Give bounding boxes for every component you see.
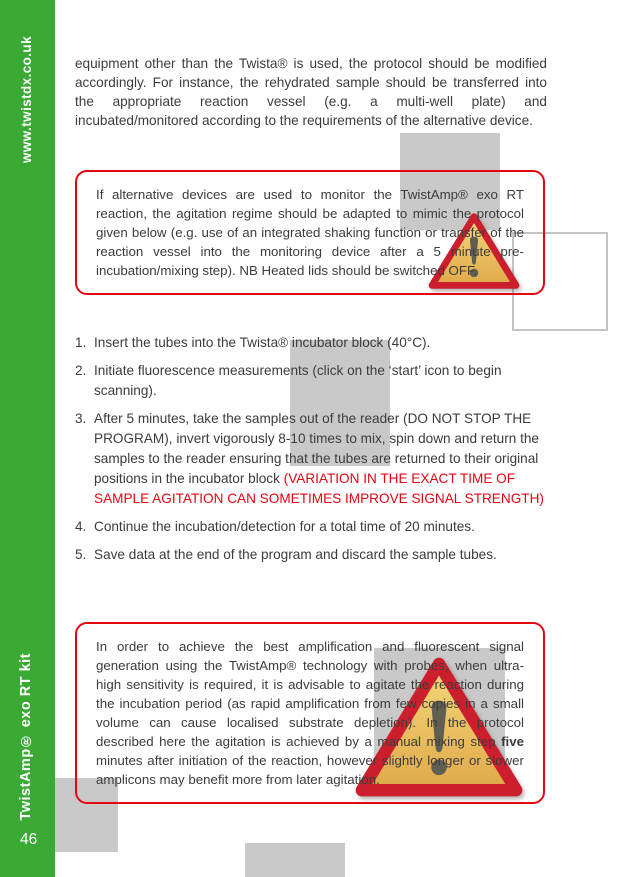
list-item-number: 2. (75, 363, 87, 378)
decorative-rect (245, 843, 345, 877)
intro-paragraph: equipment other than the Twista® is used, the protocol should be modified accordingly. For instance, the rehydrated sample should be transferred into the appropriate reaction vessel (e.g. a multi-well plate) and incubated/monitored according to the requirements of the alternative device. (75, 56, 547, 128)
list-item-text: Save data at the end of the program and discard the sample tubes. (94, 547, 497, 562)
page-number: 46 (20, 831, 38, 848)
list-item-text (94, 409, 553, 509)
list-item-text: Insert the tubes into the Twista® incubator block (40°C). (94, 335, 431, 350)
sidebar (0, 0, 55, 877)
sidebar-product-text: TwistAmp® exo RT kit (18, 653, 34, 821)
list-item-text-highlight: (VARIATION IN THE EXACT TIME OF SAMPLE AGITATION CAN SOMETIMES IMPROVE SIGNAL STRENGTH) (94, 471, 544, 506)
note-box-1-text: If alternative devices are used to monitor the TwistAmp® exo RT reaction, the agitation regime should be adapted to mimic the protocol given below (e.g. use of an integrated shaking function or transfer of the reaction vessel into the monitoring device after a 5 minute pre-incubation/mixing step). NB Heated lids should be switched OFF. (96, 187, 524, 278)
list-item (75, 361, 553, 401)
note-box-amplification-advice (75, 622, 545, 804)
list-item-number: 1. (75, 335, 87, 350)
list-item (75, 517, 553, 537)
list-item-text: Initiate fluorescence measurements (click on the ‘start’ icon to begin scanning). (94, 363, 502, 398)
list-item (75, 545, 553, 565)
list-item (75, 333, 553, 353)
list-item (75, 409, 553, 509)
note-box-2-text-part1: In order to achieve the best amplification and fluorescent signal generation using the TwistAmp® technology with probes, when ultra-high sensitivity is required, it is advisable to agitate the reaction during the incubation period (as rapid amplification from few copies in a small volume can cause localised substrate depletion). In the protocol described here the agitation is achieved by a manual mixing step (96, 639, 524, 749)
note-box-2-text-part2: minutes after initiation of the reaction, however slightly longer or slower amplicons may benefit more from later agitation. (96, 753, 524, 787)
instruction-list (75, 333, 553, 573)
list-item-text: Continue the incubation/detection for a total time of 20 minutes. (94, 519, 475, 534)
list-item-number: 5. (75, 547, 87, 562)
sidebar-website-text: www.twistdx.co.uk (19, 36, 34, 164)
list-item-number: 4. (75, 519, 87, 534)
list-item-number: 3. (75, 411, 87, 426)
note-box-agitation-regime (75, 170, 545, 295)
list-item-text-normal: After 5 minutes, take the samples out of the reader (DO NOT STOP THE PROGRAM), invert vigorously 8-10 times to mix, spin down and return the samples to the reader ensuring that the tubes are returned to their original positions in the incubator block (94, 411, 539, 486)
note-box-2-bold-word: five (501, 734, 524, 749)
